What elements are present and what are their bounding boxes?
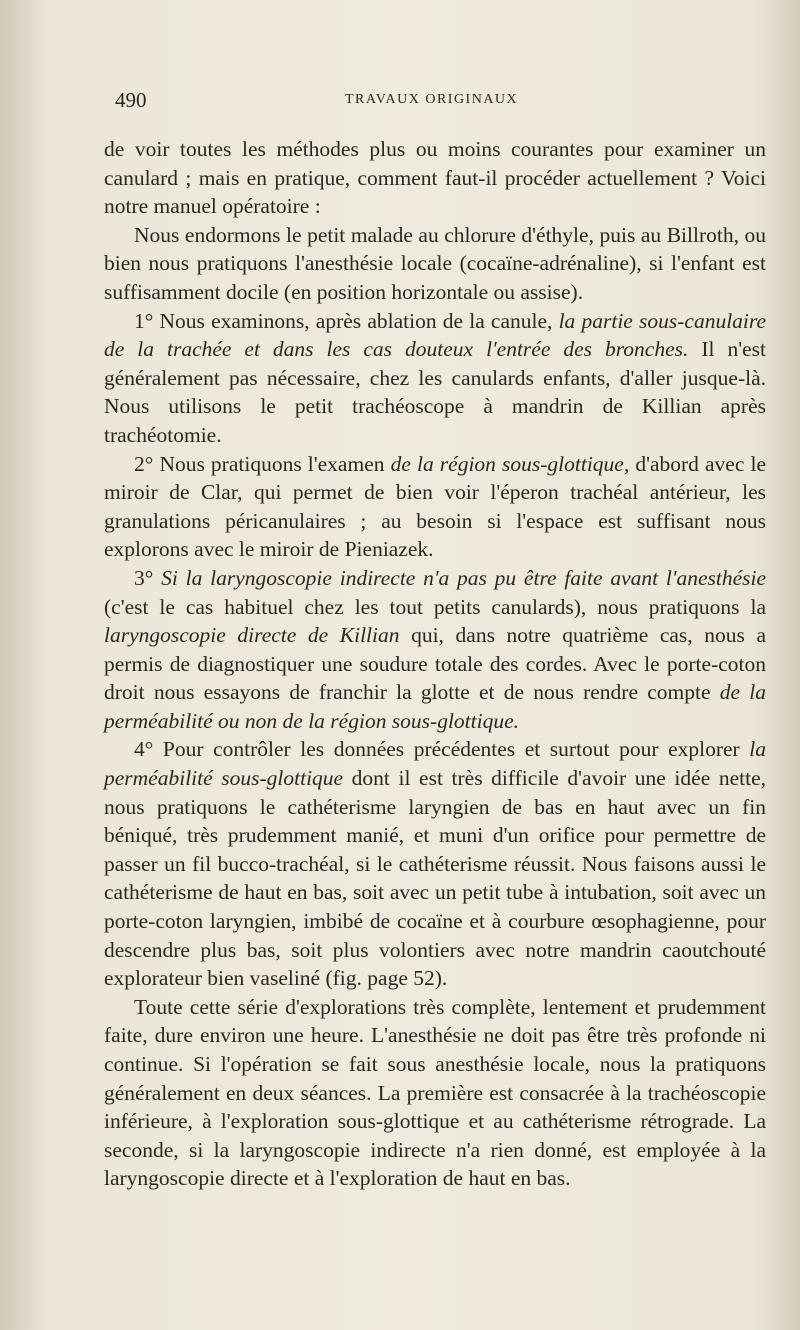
text-run: 3° xyxy=(134,565,162,590)
italic-run: de la région sous-glottique, xyxy=(390,451,630,476)
italic-run: la partie sous-canulaire de la trachée et dans les cas douteux l'entrée des bronches. xyxy=(104,308,767,362)
text-run: dont il est très difficile d'avoir une idée nette, nous pratiquons le cathéterisme laryngien de bas en haut avec un fin béniqué, très prudemment manié, et muni d'un orifice pour permettre de passer un fil bucco-trachéal, si le cathéterisme réussit. Nous faisons aussi le cathéterisme de haut en bas, soit avec un petit tube à intubation, soit avec un porte-coton laryngien, imbibé de cocaïne et à courbure œsophagienne, pour descendre plus bas, soit plus volontiers avec notre mandrin caoutchouté explorateur bien vaseliné (fig. page 52). xyxy=(104,766,766,991)
text-run: (c'est le cas habituel chez les tout petits canulards), nous pratiquons la xyxy=(104,594,766,619)
paragraph xyxy=(104,564,766,736)
italic-run: la perméabilité sous-glottique xyxy=(104,737,766,791)
text-run: 4° Pour contrôler les données précédentes et surtout pour explorer xyxy=(134,737,750,762)
text-run: 2° Nous pratiquons l'examen xyxy=(134,451,391,476)
running-head: TRAVAUX ORIGINAUX xyxy=(345,92,519,107)
paragraph xyxy=(104,307,766,450)
italic-run: laryngoscopie directe de Killian xyxy=(104,623,400,648)
body-text xyxy=(104,135,766,1193)
page-header xyxy=(115,88,765,118)
text-run: Toute cette série d'explorations très complète, lentement et prudemment faite, dure environ une heure. L'anesthésie ne doit pas être très profonde ni continue. Si l'opération se fait sous anesthésie locale, nous la pratiquons généralement en deux séances. La première est consacrée à la trachéoscopie inférieure, à l'exploration sous-glottique et au cathéterisme rétrograde. La seconde, si la laryngoscopie indirecte n'a rien donné, est employée à la laryngoscopie directe et à l'exploration de haut en bas. xyxy=(104,994,766,1191)
paragraph xyxy=(104,735,766,992)
text-run: 1° Nous examinons, après ablation de la canule, xyxy=(134,308,559,333)
paragraph xyxy=(104,135,766,221)
text-run: de voir toutes les méthodes plus ou moins courantes pour examiner un canulard ; mais en pratique, comment faut-il procéder actuellement ? Voici notre manuel opératoire : xyxy=(104,137,766,219)
paragraph xyxy=(104,993,766,1193)
italic-run: de la perméabilité ou non de la région sous-glottique. xyxy=(104,680,766,733)
paragraph xyxy=(104,450,766,564)
text-run: Nous endormons le petit malade au chlorure d'éthyle, puis au Billroth, ou bien nous pratiquons l'anesthésie locale (cocaïne-adrénaline), si l'enfant est suffisamment docile (en position horizontale ou assise). xyxy=(104,222,766,304)
text-run: Il n'est généralement pas nécessaire, chez les canulards enfants, d'aller jusque-là. Nous utilisons le petit trachéoscope à mandrin de Killian après trachéotomie. xyxy=(104,337,766,447)
italic-run: Si la laryngoscopie indirecte n'a pas pu être faite avant l'anesthésie xyxy=(161,565,767,590)
text-run: d'abord avec le miroir de Clar, qui permet de bien voir l'éperon trachéal antérieur, les granulations péricanulaires ; au besoin si l'espace est suffisant nous explorons avec le miroir de Pieniazek. xyxy=(104,451,766,562)
paragraph xyxy=(104,221,766,307)
page-number: 490 xyxy=(115,88,147,112)
text-run: qui, dans notre quatrième cas, nous a permis de diagnostiquer une soudure totale des cordes. Avec le porte-coton droit nous essayons de franchir la glotte et de nous rendre compte xyxy=(104,623,766,705)
